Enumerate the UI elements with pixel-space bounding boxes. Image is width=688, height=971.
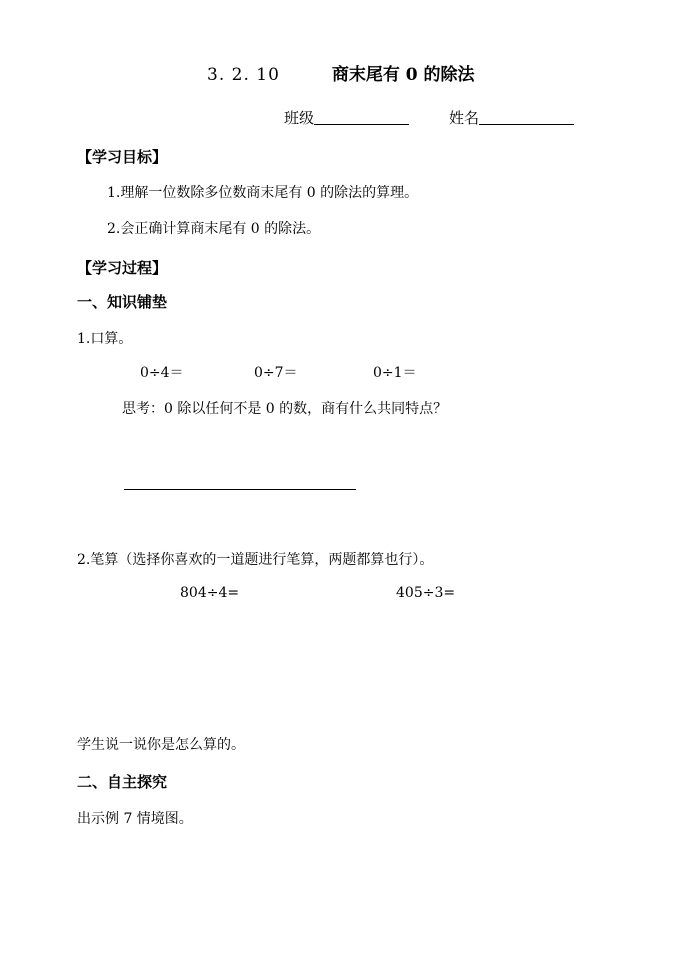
process-heading: 【学习过程】	[77, 259, 168, 277]
name-field[interactable]	[479, 108, 574, 125]
q2-label: 2.笔算（选择你喜欢的一道题进行笔算，两题都算也行）。	[77, 552, 434, 568]
part1-heading: 一、知识铺垫	[77, 293, 168, 311]
mental-math-3: 0÷1＝	[373, 365, 417, 381]
lesson-title: 商末尾有 0 的除法	[331, 65, 475, 85]
q1-label: 1.口算。	[77, 331, 133, 347]
class-label: 班级	[284, 109, 315, 127]
student-info	[284, 107, 574, 128]
lesson-number: 3. 2. 10	[207, 65, 280, 85]
written-math-2: 405÷3=	[396, 585, 456, 601]
goal-item-2: 2.会正确计算商末尾有 0 的除法。	[107, 221, 321, 237]
think-question: 思考：0 除以任何不是 0 的数，商有什么共同特点？	[122, 401, 448, 417]
written-math-1: 804÷4=	[180, 585, 240, 601]
page-title	[207, 60, 475, 85]
name-label: 姓名	[449, 109, 480, 127]
class-field[interactable]	[314, 108, 409, 125]
goal-item-1: 1.理解一位数除多位数商末尾有 0 的除法的算理。	[107, 185, 419, 201]
mental-math-2: 0÷7＝	[254, 365, 298, 381]
show-example: 出示例 7 情境图。	[77, 811, 193, 827]
mental-math-1: 0÷4＝	[140, 365, 184, 381]
part2-heading: 二、自主探究	[77, 773, 168, 791]
explain-prompt: 学生说一说你是怎么算的。	[77, 737, 245, 753]
answer-line[interactable]	[124, 489, 356, 490]
goals-heading: 【学习目标】	[77, 148, 168, 166]
